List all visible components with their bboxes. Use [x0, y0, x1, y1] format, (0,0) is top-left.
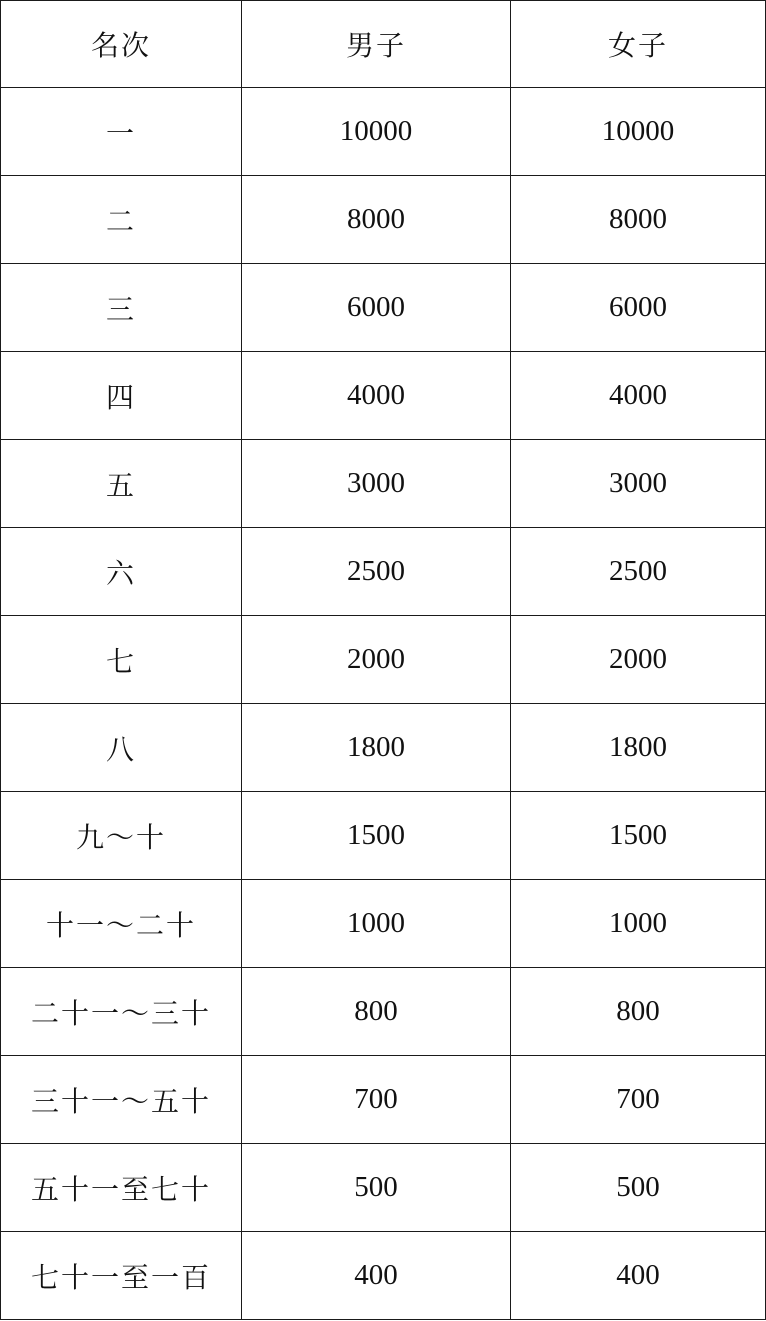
male-prize-cell: 3000	[242, 440, 511, 528]
female-prize-cell: 10000	[511, 88, 766, 176]
table-body	[1, 88, 766, 1320]
male-prize-cell: 1800	[242, 704, 511, 792]
female-prize-cell: 3000	[511, 440, 766, 528]
male-prize-cell: 8000	[242, 176, 511, 264]
header-female: 女子	[511, 1, 766, 88]
rank-cell: 七十一至一百	[1, 1232, 242, 1320]
table-header	[1, 1, 766, 88]
male-prize-cell: 1500	[242, 792, 511, 880]
rank-cell: 一	[1, 88, 242, 176]
female-prize-cell: 2500	[511, 528, 766, 616]
rank-cell: 三十一～五十	[1, 1056, 242, 1144]
female-prize-cell: 1500	[511, 792, 766, 880]
rank-cell: 二	[1, 176, 242, 264]
male-prize-cell: 6000	[242, 264, 511, 352]
male-prize-cell: 4000	[242, 352, 511, 440]
female-prize-cell: 4000	[511, 352, 766, 440]
female-prize-cell: 500	[511, 1144, 766, 1232]
table-row	[1, 880, 766, 968]
rank-cell: 五	[1, 440, 242, 528]
table-row	[1, 264, 766, 352]
female-prize-cell: 400	[511, 1232, 766, 1320]
rank-cell: 七	[1, 616, 242, 704]
male-prize-cell: 2500	[242, 528, 511, 616]
table-row	[1, 1232, 766, 1320]
table-row	[1, 792, 766, 880]
female-prize-cell: 1800	[511, 704, 766, 792]
table-row	[1, 1056, 766, 1144]
table-row	[1, 528, 766, 616]
female-prize-cell: 800	[511, 968, 766, 1056]
rank-cell: 六	[1, 528, 242, 616]
male-prize-cell: 400	[242, 1232, 511, 1320]
male-prize-cell: 800	[242, 968, 511, 1056]
rank-cell: 十一～二十	[1, 880, 242, 968]
header-male: 男子	[242, 1, 511, 88]
female-prize-cell: 1000	[511, 880, 766, 968]
rank-cell: 九～十	[1, 792, 242, 880]
male-prize-cell: 500	[242, 1144, 511, 1232]
table-row	[1, 176, 766, 264]
rank-cell: 四	[1, 352, 242, 440]
rank-cell: 二十一～三十	[1, 968, 242, 1056]
table-row	[1, 968, 766, 1056]
table-row	[1, 88, 766, 176]
female-prize-cell: 6000	[511, 264, 766, 352]
header-rank: 名次	[1, 1, 242, 88]
male-prize-cell: 1000	[242, 880, 511, 968]
table-row	[1, 352, 766, 440]
table-row	[1, 704, 766, 792]
male-prize-cell: 10000	[242, 88, 511, 176]
female-prize-cell: 8000	[511, 176, 766, 264]
table-row	[1, 440, 766, 528]
table-row	[1, 616, 766, 704]
header-row	[1, 1, 766, 88]
female-prize-cell: 2000	[511, 616, 766, 704]
rank-cell: 八	[1, 704, 242, 792]
male-prize-cell: 2000	[242, 616, 511, 704]
table-row	[1, 1144, 766, 1232]
female-prize-cell: 700	[511, 1056, 766, 1144]
rank-cell: 三	[1, 264, 242, 352]
male-prize-cell: 700	[242, 1056, 511, 1144]
rank-cell: 五十一至七十	[1, 1144, 242, 1232]
